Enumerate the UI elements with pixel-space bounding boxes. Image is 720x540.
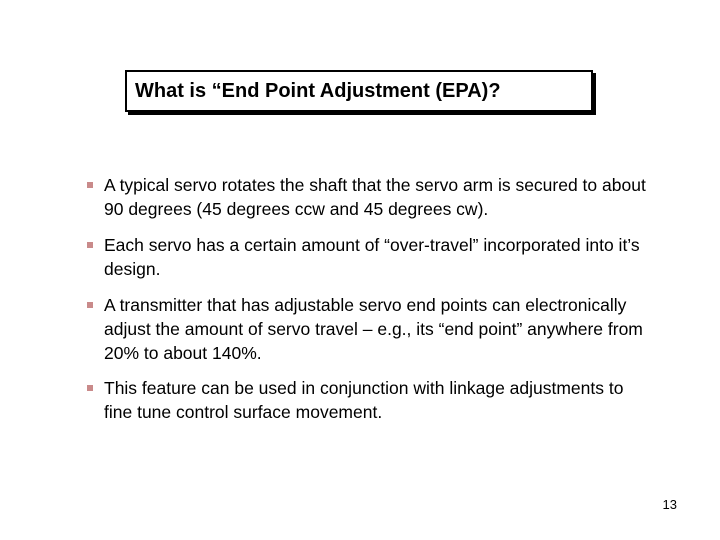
bullet-text: A transmitter that has adjustable servo end points can electronically adjust the amount of servo travel – e.g., its “end point” anywhere from 20% to about 140%.	[104, 295, 643, 363]
bullet-list	[86, 173, 656, 436]
bullet-text: Each servo has a certain amount of “over-travel” incorporated into it’s design.	[104, 235, 640, 279]
title-box	[125, 70, 593, 112]
square-bullet-icon	[87, 302, 93, 308]
page-number: 13	[662, 497, 677, 512]
square-bullet-icon	[87, 385, 93, 391]
bullet-item	[86, 293, 656, 365]
square-bullet-icon	[87, 182, 93, 188]
bullet-item	[86, 376, 656, 424]
bullet-item	[86, 173, 656, 221]
square-bullet-icon	[87, 242, 93, 248]
bullet-text: A typical servo rotates the shaft that the servo arm is secured to about 90 degrees (45 degrees ccw and 45 degrees cw).	[104, 175, 646, 219]
bullet-item	[86, 233, 656, 281]
slide-title: What is “End Point Adjustment (EPA)?	[135, 79, 501, 102]
bullet-text: This feature can be used in conjunction with linkage adjustments to fine tune control surface movement.	[104, 378, 624, 422]
